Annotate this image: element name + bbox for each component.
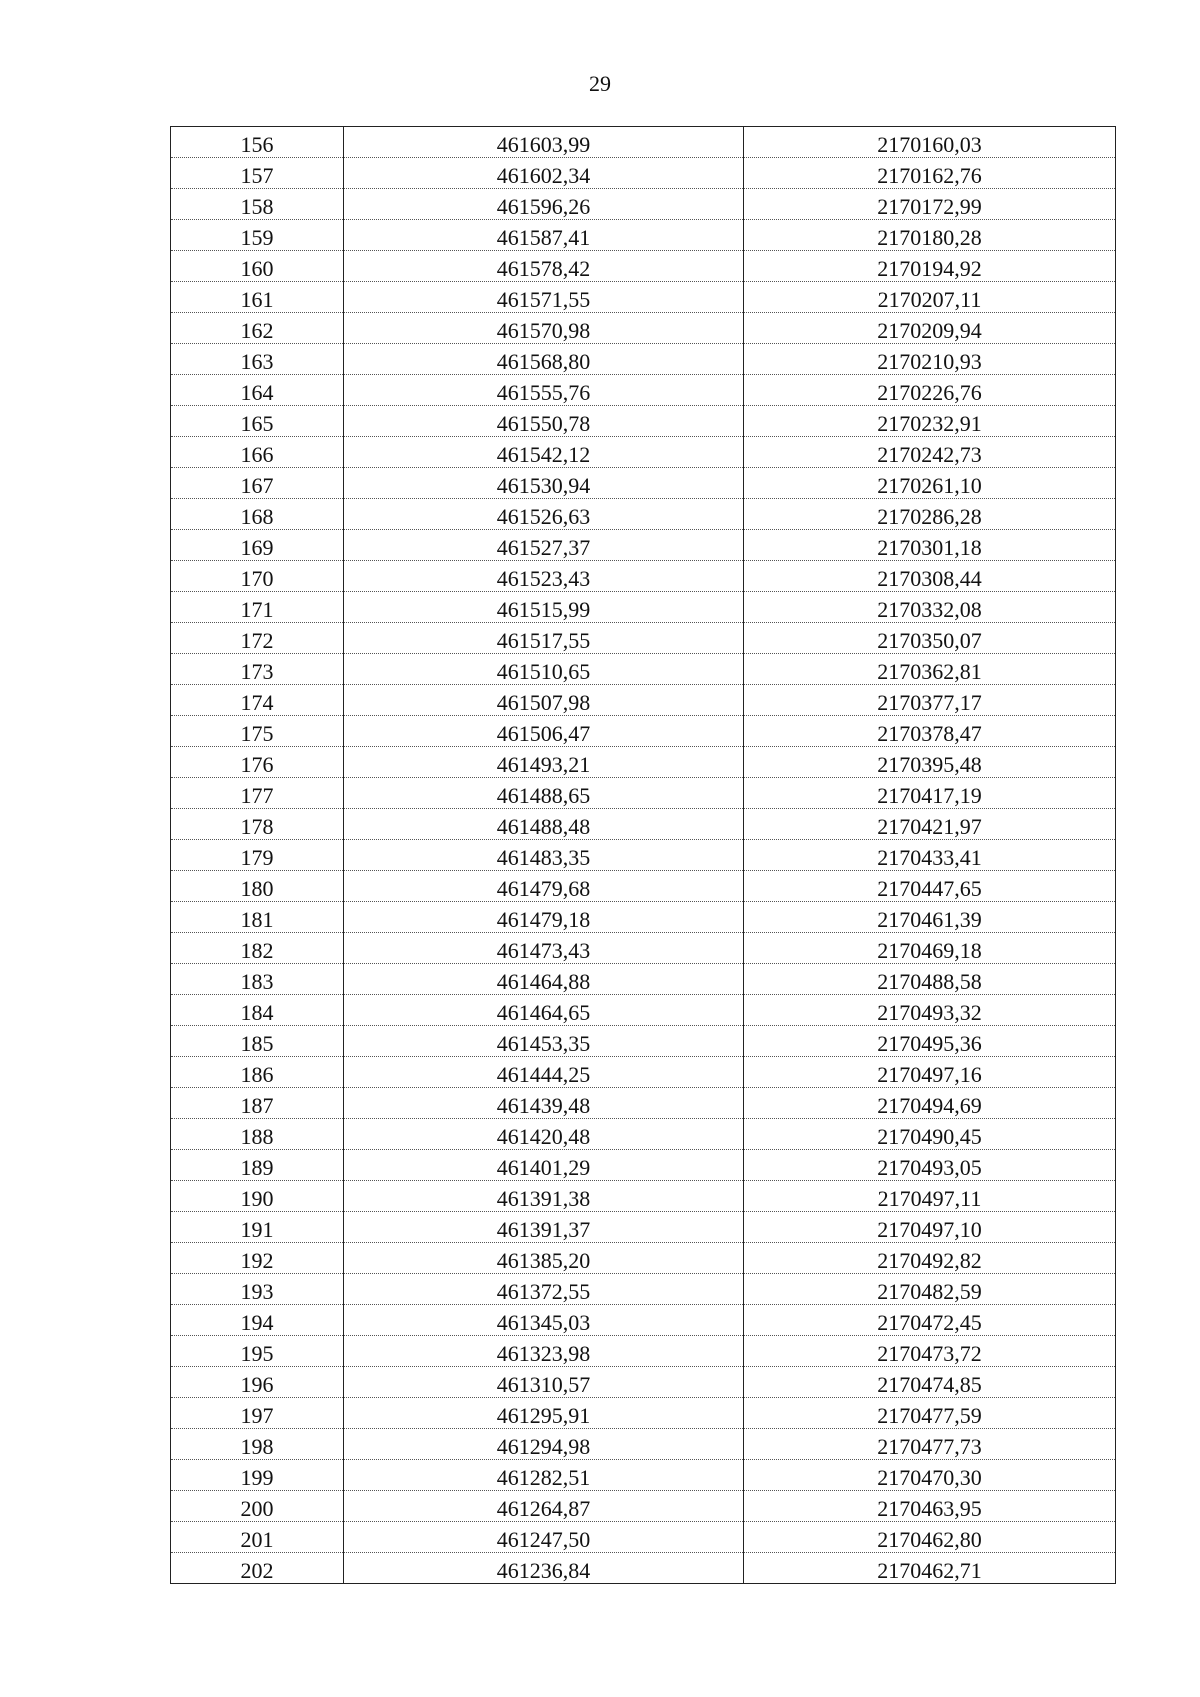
- table-row: [171, 1398, 1116, 1429]
- x-coordinate-cell: 461310,57: [344, 1367, 744, 1398]
- x-coordinate-cell: 461483,35: [344, 840, 744, 871]
- table-row: [171, 1243, 1116, 1274]
- y-coordinate-cell: 2170242,73: [744, 437, 1116, 468]
- table-row: [171, 1212, 1116, 1243]
- x-coordinate-cell: 461444,25: [344, 1057, 744, 1088]
- x-coordinate-cell: 461530,94: [344, 468, 744, 499]
- point-number-cell: 176: [171, 747, 344, 778]
- x-coordinate-cell: 461568,80: [344, 344, 744, 375]
- y-coordinate-cell: 2170462,71: [744, 1553, 1116, 1584]
- y-coordinate-cell: 2170461,39: [744, 902, 1116, 933]
- table-row: [171, 406, 1116, 437]
- point-number-cell: 188: [171, 1119, 344, 1150]
- point-number-cell: 162: [171, 313, 344, 344]
- table-row: [171, 127, 1116, 158]
- x-coordinate-cell: 461493,21: [344, 747, 744, 778]
- y-coordinate-cell: 2170301,18: [744, 530, 1116, 561]
- x-coordinate-cell: 461282,51: [344, 1460, 744, 1491]
- y-coordinate-cell: 2170162,76: [744, 158, 1116, 189]
- table-row: [171, 902, 1116, 933]
- point-number-cell: 179: [171, 840, 344, 871]
- table-row: [171, 716, 1116, 747]
- x-coordinate-cell: 461578,42: [344, 251, 744, 282]
- y-coordinate-cell: 2170362,81: [744, 654, 1116, 685]
- y-coordinate-cell: 2170469,18: [744, 933, 1116, 964]
- point-number-cell: 161: [171, 282, 344, 313]
- x-coordinate-cell: 461603,99: [344, 127, 744, 158]
- point-number-cell: 183: [171, 964, 344, 995]
- point-number-cell: 185: [171, 1026, 344, 1057]
- y-coordinate-cell: 2170490,45: [744, 1119, 1116, 1150]
- y-coordinate-cell: 2170209,94: [744, 313, 1116, 344]
- x-coordinate-cell: 461323,98: [344, 1336, 744, 1367]
- y-coordinate-cell: 2170488,58: [744, 964, 1116, 995]
- x-coordinate-cell: 461542,12: [344, 437, 744, 468]
- x-coordinate-cell: 461391,37: [344, 1212, 744, 1243]
- point-number-cell: 168: [171, 499, 344, 530]
- x-coordinate-cell: 461571,55: [344, 282, 744, 313]
- point-number-cell: 166: [171, 437, 344, 468]
- table-row: [171, 1429, 1116, 1460]
- y-coordinate-cell: 2170482,59: [744, 1274, 1116, 1305]
- x-coordinate-cell: 461517,55: [344, 623, 744, 654]
- table-row: [171, 1274, 1116, 1305]
- table-row: [171, 468, 1116, 499]
- point-number-cell: 182: [171, 933, 344, 964]
- point-number-cell: 158: [171, 189, 344, 220]
- x-coordinate-cell: 461295,91: [344, 1398, 744, 1429]
- table-row: [171, 1553, 1116, 1584]
- y-coordinate-cell: 2170472,45: [744, 1305, 1116, 1336]
- y-coordinate-cell: 2170232,91: [744, 406, 1116, 437]
- x-coordinate-cell: 461526,63: [344, 499, 744, 530]
- x-coordinate-cell: 461515,99: [344, 592, 744, 623]
- point-number-cell: 169: [171, 530, 344, 561]
- point-number-cell: 170: [171, 561, 344, 592]
- x-coordinate-cell: 461453,35: [344, 1026, 744, 1057]
- x-coordinate-cell: 461510,65: [344, 654, 744, 685]
- table-row: [171, 778, 1116, 809]
- table-row: [171, 592, 1116, 623]
- y-coordinate-cell: 2170421,97: [744, 809, 1116, 840]
- table-row: [171, 1305, 1116, 1336]
- x-coordinate-cell: 461507,98: [344, 685, 744, 716]
- table-row: [171, 623, 1116, 654]
- y-coordinate-cell: 2170194,92: [744, 251, 1116, 282]
- x-coordinate-cell: 461401,29: [344, 1150, 744, 1181]
- x-coordinate-cell: 461294,98: [344, 1429, 744, 1460]
- point-number-cell: 199: [171, 1460, 344, 1491]
- table-row: [171, 1119, 1116, 1150]
- x-coordinate-cell: 461247,50: [344, 1522, 744, 1553]
- point-number-cell: 202: [171, 1553, 344, 1584]
- table-row: [171, 654, 1116, 685]
- y-coordinate-cell: 2170447,65: [744, 871, 1116, 902]
- coordinates-table: [170, 126, 1116, 1584]
- table-row: [171, 1491, 1116, 1522]
- table-row: [171, 1460, 1116, 1491]
- table-row: [171, 437, 1116, 468]
- y-coordinate-cell: 2170308,44: [744, 561, 1116, 592]
- table-row: [171, 189, 1116, 220]
- y-coordinate-cell: 2170226,76: [744, 375, 1116, 406]
- x-coordinate-cell: 461479,68: [344, 871, 744, 902]
- table-row: [171, 1336, 1116, 1367]
- y-coordinate-cell: 2170493,32: [744, 995, 1116, 1026]
- y-coordinate-cell: 2170477,73: [744, 1429, 1116, 1460]
- table-row: [171, 1026, 1116, 1057]
- x-coordinate-cell: 461523,43: [344, 561, 744, 592]
- point-number-cell: 178: [171, 809, 344, 840]
- y-coordinate-cell: 2170497,16: [744, 1057, 1116, 1088]
- x-coordinate-cell: 461385,20: [344, 1243, 744, 1274]
- x-coordinate-cell: 461473,43: [344, 933, 744, 964]
- table-row: [171, 840, 1116, 871]
- point-number-cell: 171: [171, 592, 344, 623]
- table-row: [171, 344, 1116, 375]
- x-coordinate-cell: 461488,48: [344, 809, 744, 840]
- y-coordinate-cell: 2170473,72: [744, 1336, 1116, 1367]
- table-row: [171, 375, 1116, 406]
- point-number-cell: 189: [171, 1150, 344, 1181]
- x-coordinate-cell: 461345,03: [344, 1305, 744, 1336]
- point-number-cell: 173: [171, 654, 344, 685]
- point-number-cell: 197: [171, 1398, 344, 1429]
- y-coordinate-cell: 2170261,10: [744, 468, 1116, 499]
- table-row: [171, 282, 1116, 313]
- x-coordinate-cell: 461587,41: [344, 220, 744, 251]
- y-coordinate-cell: 2170497,10: [744, 1212, 1116, 1243]
- x-coordinate-cell: 461264,87: [344, 1491, 744, 1522]
- point-number-cell: 181: [171, 902, 344, 933]
- point-number-cell: 191: [171, 1212, 344, 1243]
- point-number-cell: 190: [171, 1181, 344, 1212]
- table-row: [171, 1522, 1116, 1553]
- x-coordinate-cell: 461236,84: [344, 1553, 744, 1584]
- y-coordinate-cell: 2170160,03: [744, 127, 1116, 158]
- table-row: [171, 313, 1116, 344]
- y-coordinate-cell: 2170494,69: [744, 1088, 1116, 1119]
- point-number-cell: 200: [171, 1491, 344, 1522]
- x-coordinate-cell: 461464,88: [344, 964, 744, 995]
- point-number-cell: 167: [171, 468, 344, 499]
- y-coordinate-cell: 2170210,93: [744, 344, 1116, 375]
- table-row: [171, 1150, 1116, 1181]
- table-row: [171, 747, 1116, 778]
- y-coordinate-cell: 2170462,80: [744, 1522, 1116, 1553]
- x-coordinate-cell: 461372,55: [344, 1274, 744, 1305]
- x-coordinate-cell: 461602,34: [344, 158, 744, 189]
- y-coordinate-cell: 2170395,48: [744, 747, 1116, 778]
- y-coordinate-cell: 2170493,05: [744, 1150, 1116, 1181]
- table-row: [171, 809, 1116, 840]
- table-row: [171, 1181, 1116, 1212]
- y-coordinate-cell: 2170350,07: [744, 623, 1116, 654]
- point-number-cell: 175: [171, 716, 344, 747]
- table-row: [171, 561, 1116, 592]
- table-row: [171, 220, 1116, 251]
- y-coordinate-cell: 2170286,28: [744, 499, 1116, 530]
- y-coordinate-cell: 2170470,30: [744, 1460, 1116, 1491]
- x-coordinate-cell: 461391,38: [344, 1181, 744, 1212]
- y-coordinate-cell: 2170172,99: [744, 189, 1116, 220]
- point-number-cell: 156: [171, 127, 344, 158]
- x-coordinate-cell: 461596,26: [344, 189, 744, 220]
- point-number-cell: 160: [171, 251, 344, 282]
- x-coordinate-cell: 461464,65: [344, 995, 744, 1026]
- x-coordinate-cell: 461488,65: [344, 778, 744, 809]
- point-number-cell: 177: [171, 778, 344, 809]
- point-number-cell: 163: [171, 344, 344, 375]
- x-coordinate-cell: 461570,98: [344, 313, 744, 344]
- x-coordinate-cell: 461555,76: [344, 375, 744, 406]
- point-number-cell: 186: [171, 1057, 344, 1088]
- point-number-cell: 180: [171, 871, 344, 902]
- point-number-cell: 165: [171, 406, 344, 437]
- table-row: [171, 158, 1116, 189]
- point-number-cell: 159: [171, 220, 344, 251]
- x-coordinate-cell: 461506,47: [344, 716, 744, 747]
- point-number-cell: 172: [171, 623, 344, 654]
- table-row: [171, 530, 1116, 561]
- y-coordinate-cell: 2170207,11: [744, 282, 1116, 313]
- point-number-cell: 187: [171, 1088, 344, 1119]
- point-number-cell: 193: [171, 1274, 344, 1305]
- y-coordinate-cell: 2170377,17: [744, 685, 1116, 716]
- point-number-cell: 164: [171, 375, 344, 406]
- point-number-cell: 157: [171, 158, 344, 189]
- table-row: [171, 1088, 1116, 1119]
- table-row: [171, 1057, 1116, 1088]
- y-coordinate-cell: 2170492,82: [744, 1243, 1116, 1274]
- x-coordinate-cell: 461527,37: [344, 530, 744, 561]
- y-coordinate-cell: 2170463,95: [744, 1491, 1116, 1522]
- point-number-cell: 196: [171, 1367, 344, 1398]
- x-coordinate-cell: 461420,48: [344, 1119, 744, 1150]
- y-coordinate-cell: 2170497,11: [744, 1181, 1116, 1212]
- page-number: 29: [589, 71, 611, 96]
- table-row: [171, 995, 1116, 1026]
- x-coordinate-cell: 461479,18: [344, 902, 744, 933]
- coordinates-table-body: [171, 127, 1116, 1584]
- x-coordinate-cell: 461439,48: [344, 1088, 744, 1119]
- y-coordinate-cell: 2170433,41: [744, 840, 1116, 871]
- y-coordinate-cell: 2170495,36: [744, 1026, 1116, 1057]
- y-coordinate-cell: 2170378,47: [744, 716, 1116, 747]
- table-row: [171, 964, 1116, 995]
- point-number-cell: 174: [171, 685, 344, 716]
- table-row: [171, 685, 1116, 716]
- table-row: [171, 499, 1116, 530]
- table-row: [171, 871, 1116, 902]
- point-number-cell: 201: [171, 1522, 344, 1553]
- point-number-cell: 198: [171, 1429, 344, 1460]
- y-coordinate-cell: 2170332,08: [744, 592, 1116, 623]
- point-number-cell: 184: [171, 995, 344, 1026]
- point-number-cell: 195: [171, 1336, 344, 1367]
- y-coordinate-cell: 2170474,85: [744, 1367, 1116, 1398]
- point-number-cell: 194: [171, 1305, 344, 1336]
- y-coordinate-cell: 2170180,28: [744, 220, 1116, 251]
- table-row: [171, 1367, 1116, 1398]
- table-row: [171, 251, 1116, 282]
- point-number-cell: 192: [171, 1243, 344, 1274]
- x-coordinate-cell: 461550,78: [344, 406, 744, 437]
- table-row: [171, 933, 1116, 964]
- y-coordinate-cell: 2170477,59: [744, 1398, 1116, 1429]
- y-coordinate-cell: 2170417,19: [744, 778, 1116, 809]
